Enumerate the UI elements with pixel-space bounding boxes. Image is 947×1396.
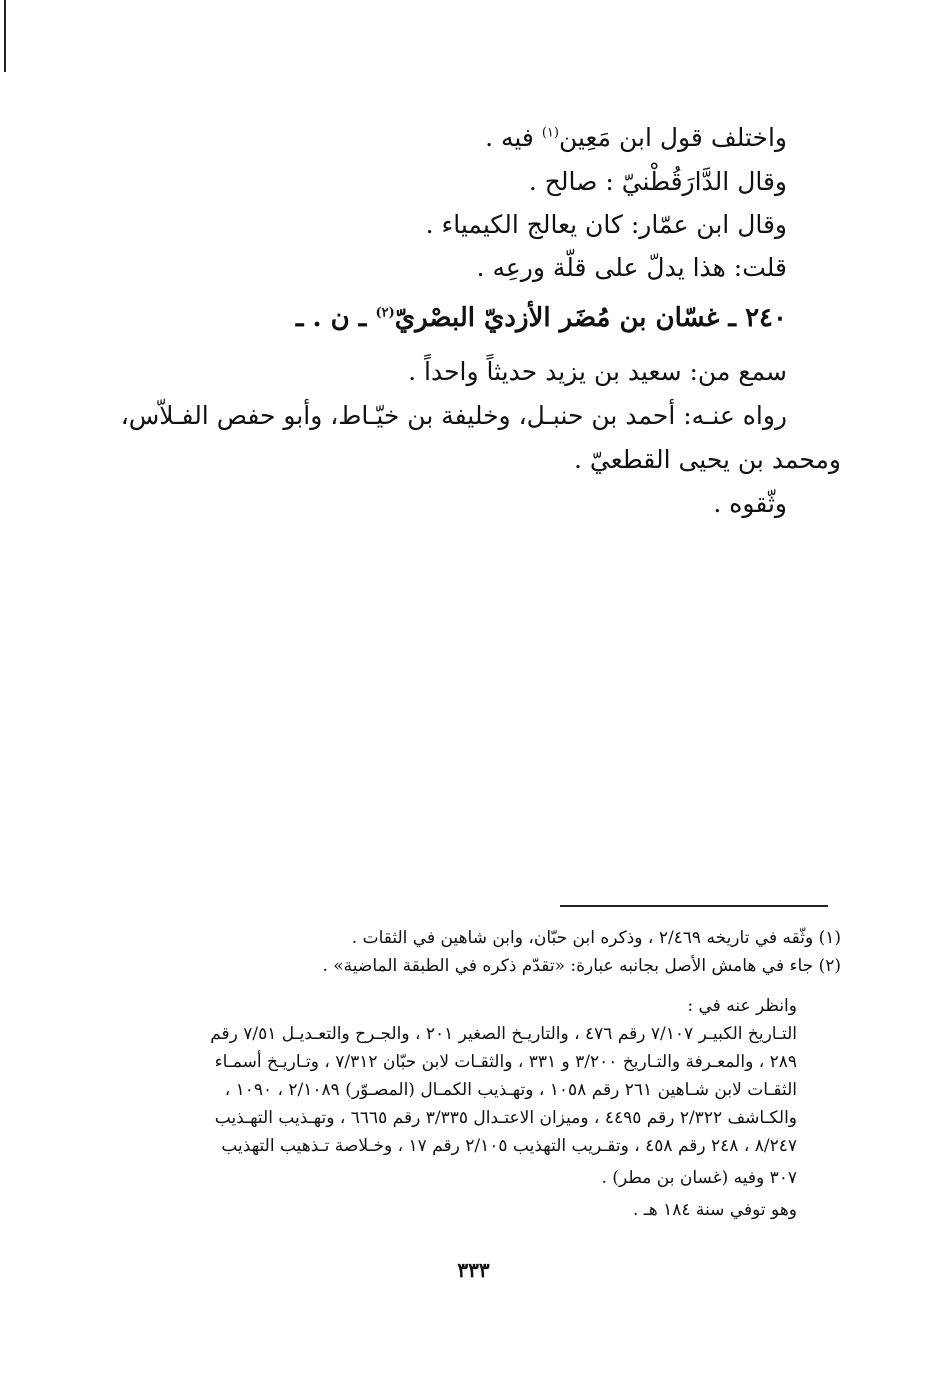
footnote-2-line-8: ٣٠٧ وفيه (غسان بن مطر) . <box>601 1168 797 1188</box>
footnote-ref-1: (١) <box>541 125 559 141</box>
footnote-1: (١) وثّقه في تاريخه ٢/٤٦٩ ، وذكره ابن حبّان، وابن شاهين في الثقات . <box>351 928 841 948</box>
entry-line-3: ومحمد بن يحيى القطعيّ . <box>574 445 841 474</box>
entry-line-2: رواه عنـه: أحمد بن حنبـل، وخليفة بن خيّـاط، وأبو حفص الفـلاّس، <box>120 401 787 430</box>
footnote-ref-2: (٢) <box>375 305 395 321</box>
body-line-4: قلت: هذا يدلّ على قلّة ورعِه . <box>476 253 787 282</box>
body-line-3: وقال ابن عمّار: كان يعالج الكيمياء . <box>425 210 787 239</box>
entry-heading: ٢٤٠ ـ غسّان بن مُضَر الأزديّ البصْريّ$^{(٢)}$ ـ ن . ـ <box>295 303 787 333</box>
entry-line-4: وثّقوه . <box>713 489 787 518</box>
body-line-1: واختلف قول ابن مَعِين$^{(١)}$ فيه . <box>485 123 787 152</box>
footnote-separator <box>560 905 828 907</box>
entry-line-1: سمع من: سعيد بن يزيد حديثاً واحداً . <box>408 357 787 386</box>
body-line-2: وقال الدَّارَقُطْنيّ : صالح . <box>528 167 787 196</box>
footnote-2-line-6: والكـاشف ٢/٣٢٢ رقم ٤٤٩٥ ، وميزان الاعتـدال ٣/٣٣٥ رقم ٦٦٦٥ ، وتهـذيب التهـذيب <box>214 1108 797 1128</box>
footnote-2: (٢) جاء في هامش الأصل بجانبه عبارة: «تقدّم ذكره في الطبقة الماضية» . <box>322 956 841 976</box>
footnote-2-line-3: التـاريخ الكبيـر ٧/١٠٧ رقم ٤٧٦ ، والتاريـخ الصغير ٢٠١ ، والجـرح والتعـديـل ٧/٥١ رقم <box>210 1024 797 1044</box>
footnote-2-line-4: ٢٨٩ ، والمعـرفة والتـاريخ ٣/٢٠٠ و ٣٣١ ، والثقـات لابن حبّان ٧/٣١٢ ، وتـاريـخ أسمـاء <box>214 1052 797 1072</box>
page-number: ٣٣٣ <box>457 1258 490 1282</box>
footnote-2-line-7: ٨/٢٤٧ ، ٢٤٨ رقم ٤٥٨ ، وتقـريب التهذيب ٢/١٠٥ رقم ١٧ ، وخـلاصة تـذهيب التهذيب <box>221 1136 797 1156</box>
page-edge-line <box>4 0 6 72</box>
footnote-2-line-2: وانظر عنه في : <box>687 996 797 1016</box>
footnote-2-line-5: الثقـات لابن شـاهين ٢٦١ رقم ١٠٥٨ ، وتهـذيب الكمـال (المصـوّر) ٢/١٠٨٩ ، ١٠٩٠ ، <box>224 1080 797 1100</box>
footnote-2-line-9: وهو توفي سنة ١٨٤ هـ . <box>632 1200 797 1220</box>
